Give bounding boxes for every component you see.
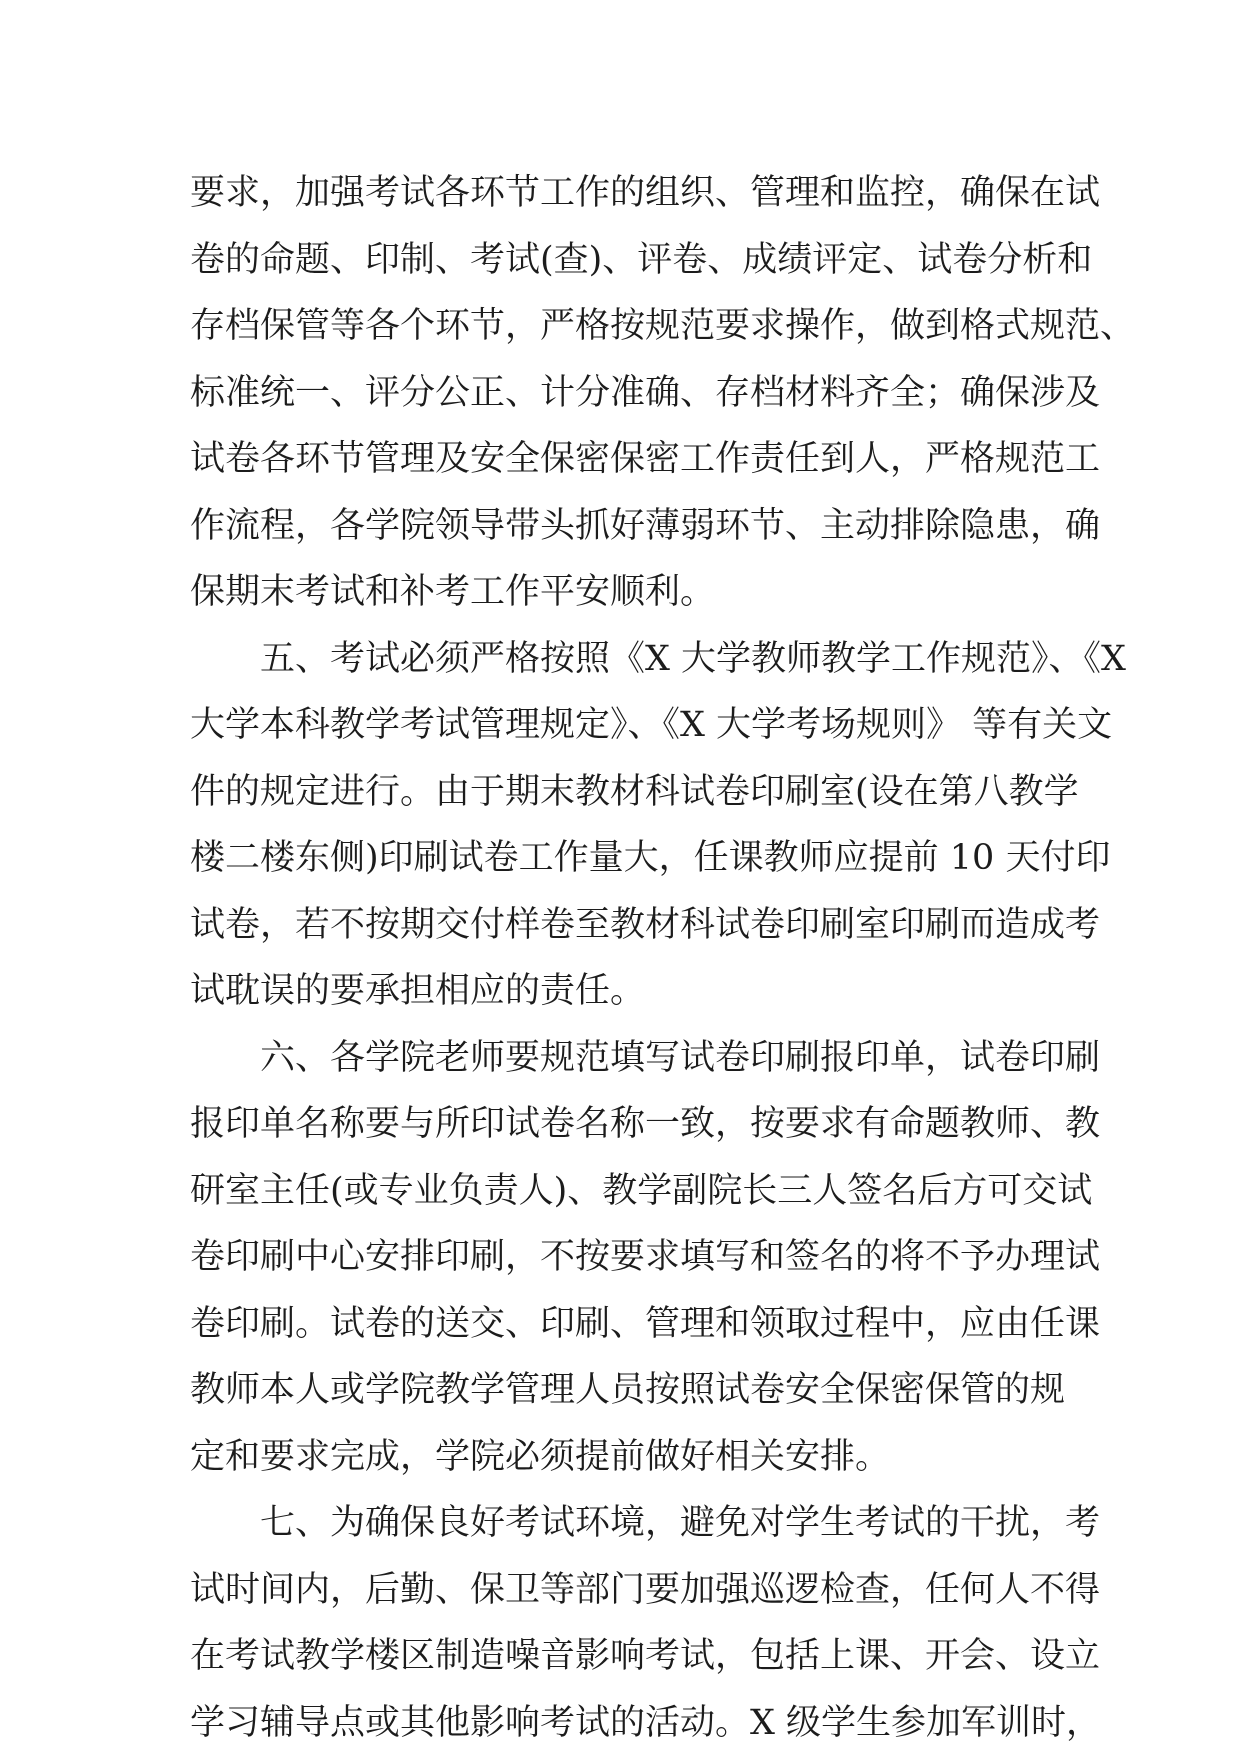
paragraph-4-continued [190,160,1050,626]
text-line: 卷的命题、印制、考试(查)、评卷、成绩评定、试卷分析和 [190,227,1050,294]
text-line: 试时间内，后勤、保卫等部门要加强巡逻检查，任何人不得 [190,1557,1050,1624]
text-line: 保期末考试和补考工作平安顺利。 [190,559,1050,626]
paragraph-5 [190,626,1050,1025]
text-line: 五、考试必须严格按照《X 大学教师教学工作规范》、《X [190,626,1050,693]
text-line: 在考试教学楼区制造噪音影响考试，包括上课、开会、设立 [190,1623,1050,1690]
text-line: 作流程，各学院领导带头抓好薄弱环节、主动排除隐患，确 [190,493,1050,560]
text-line: 卷印刷。试卷的送交、印刷、管理和领取过程中，应由任课 [190,1291,1050,1358]
text-line: 件的规定进行。由于期末教材科试卷印刷室(设在第八教学 [190,759,1050,826]
text-line: 试耽误的要承担相应的责任。 [190,958,1050,1025]
text-line: 楼二楼东侧)印刷试卷工作量大，任课教师应提前 10 天付印 [190,825,1050,892]
text-line: 六、各学院老师要规范填写试卷印刷报印单，试卷印刷 [190,1025,1050,1092]
paragraph-6 [190,1025,1050,1491]
text-line: 要求，加强考试各环节工作的组织、管理和监控，确保在试 [190,160,1050,227]
text-line: 教师本人或学院教学管理人员按照试卷安全保密保管的规 [190,1357,1050,1424]
text-line: 大学本科教学考试管理规定》、《X 大学考场规则》 等有关文 [190,692,1050,759]
text-line: 试卷各环节管理及安全保密保密工作责任到人，严格规范工 [190,426,1050,493]
text-line: 七、为确保良好考试环境，避免对学生考试的干扰，考 [190,1490,1050,1557]
text-line: 标准统一、评分公正、计分准确、存档材料齐全；确保涉及 [190,360,1050,427]
text-line: 定和要求完成，学院必须提前做好相关安排。 [190,1424,1050,1491]
text-line: 研室主任(或专业负责人)、教学副院长三人签名后方可交试 [190,1158,1050,1225]
text-line: 报印单名称要与所印试卷名称一致，按要求有命题教师、教 [190,1091,1050,1158]
document-body [190,160,1050,1756]
text-line: 学习辅导点或其他影响考试的活动。X 级学生参加军训时， [190,1690,1050,1756]
text-line: 试卷，若不按期交付样卷至教材科试卷印刷室印刷而造成考 [190,892,1050,959]
text-line: 卷印刷中心安排印刷，不按要求填写和签名的将不予办理试 [190,1224,1050,1291]
text-line: 存档保管等各个环节，严格按规范要求操作，做到格式规范、 [190,293,1050,360]
paragraph-7 [190,1490,1050,1756]
